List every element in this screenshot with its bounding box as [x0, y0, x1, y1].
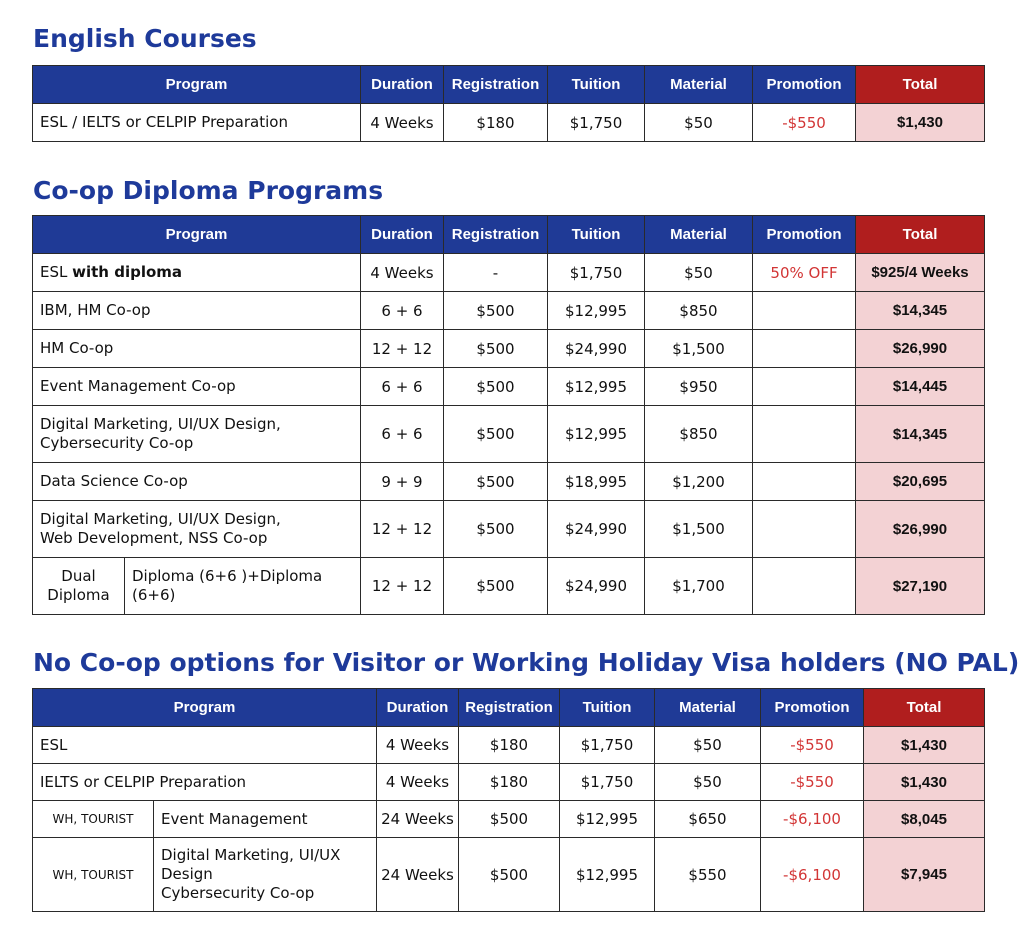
cell-promotion: -$6,100: [761, 801, 864, 838]
cell-program: [33, 501, 361, 558]
cell-dual-diploma-tag: [33, 558, 125, 615]
cell-promotion: -$550: [761, 727, 864, 764]
cell-tuition: $1,750: [548, 104, 645, 142]
cell-registration: $500: [444, 501, 548, 558]
cell-tuition: $1,750: [560, 727, 655, 764]
cell-tuition: $12,995: [560, 838, 655, 912]
cell-promotion: [753, 292, 856, 330]
dual-tag-line-1: Dual: [61, 566, 96, 585]
cell-promotion: 50% OFF: [753, 254, 856, 292]
cell-duration: 12 + 12: [361, 501, 444, 558]
program-text: ESL: [40, 263, 68, 282]
cell-promotion: [753, 330, 856, 368]
section-title-english-courses: English Courses: [33, 24, 257, 53]
cell-duration: 4 Weeks: [361, 254, 444, 292]
cell-promotion: -$550: [761, 764, 864, 801]
cell-program: ESL / IELTS or CELPIP Preparation: [33, 104, 361, 142]
cell-registration: $500: [444, 558, 548, 615]
cell-total: $7,945: [864, 838, 985, 912]
program-line-2: (6+6): [132, 586, 176, 604]
program-line-2: Design: [161, 865, 213, 884]
cell-material: $1,200: [645, 463, 753, 501]
cell-total: $1,430: [864, 764, 985, 801]
header-registration: Registration: [444, 216, 548, 254]
cell-promotion: [753, 558, 856, 615]
program-line-1: Digital Marketing, UI/UX: [161, 846, 341, 865]
header-tuition: Tuition: [548, 66, 645, 104]
cell-material: $1,700: [645, 558, 753, 615]
cell-promotion: [753, 406, 856, 463]
header-total: Total: [856, 216, 985, 254]
cell-registration: $500: [444, 368, 548, 406]
cell-material: $1,500: [645, 501, 753, 558]
cell-total: $20,695: [856, 463, 985, 501]
cell-duration: 12 + 12: [361, 330, 444, 368]
cell-tuition: $12,995: [548, 292, 645, 330]
cell-registration: $500: [444, 406, 548, 463]
cell-material: $850: [645, 292, 753, 330]
cell-tuition: $24,990: [548, 501, 645, 558]
table-header-row: [33, 689, 985, 727]
cell-program: ESL: [33, 727, 377, 764]
cell-registration: $500: [444, 292, 548, 330]
cell-program: [33, 254, 361, 292]
cell-tuition: $12,995: [548, 406, 645, 463]
cell-material: $50: [645, 104, 753, 142]
english-courses-table: [32, 65, 985, 142]
table-header-row: [33, 216, 985, 254]
cell-total: $14,445: [856, 368, 985, 406]
cell-program: Event Management Co-op: [33, 368, 361, 406]
cell-tuition: $24,990: [548, 330, 645, 368]
cell-registration: $180: [459, 727, 560, 764]
table-row: [33, 727, 985, 764]
table-row: [33, 292, 985, 330]
header-material: Material: [645, 66, 753, 104]
header-program: Program: [33, 689, 377, 727]
header-program: Program: [33, 66, 361, 104]
cell-registration: $500: [444, 330, 548, 368]
cell-promotion: -$550: [753, 104, 856, 142]
cell-promotion: [753, 463, 856, 501]
cell-material: $550: [655, 838, 761, 912]
cell-visa-tag: WH, TOURIST: [33, 801, 154, 838]
cell-tuition: $12,995: [548, 368, 645, 406]
cell-tuition: $1,750: [560, 764, 655, 801]
cell-registration: $500: [444, 463, 548, 501]
cell-program: [33, 406, 361, 463]
cell-duration: 6 + 6: [361, 406, 444, 463]
cell-duration: 12 + 12: [361, 558, 444, 615]
cell-total: $1,430: [856, 104, 985, 142]
coop-diploma-table: [32, 215, 985, 615]
table-row: [33, 254, 985, 292]
program-line-2: Cybersecurity Co-op: [40, 434, 194, 452]
cell-registration: $180: [459, 764, 560, 801]
table-row: [33, 104, 985, 142]
cell-material: $1,500: [645, 330, 753, 368]
cell-program: [154, 838, 377, 912]
cell-total: $26,990: [856, 330, 985, 368]
header-promotion: Promotion: [753, 216, 856, 254]
program-line-2: Web Development, NSS Co-op: [40, 529, 268, 547]
cell-duration: 4 Weeks: [361, 104, 444, 142]
cell-material: $950: [645, 368, 753, 406]
header-program: Program: [33, 216, 361, 254]
cell-total: $27,190: [856, 558, 985, 615]
cell-duration: 9 + 9: [361, 463, 444, 501]
cell-total: $1,430: [864, 727, 985, 764]
cell-material: $850: [645, 406, 753, 463]
table-row: [33, 801, 985, 838]
cell-total: $925/4 Weeks: [856, 254, 985, 292]
cell-program: IELTS or CELPIP Preparation: [33, 764, 377, 801]
header-material: Material: [655, 689, 761, 727]
table-row: [33, 463, 985, 501]
header-total: Total: [856, 66, 985, 104]
cell-tuition: $1,750: [548, 254, 645, 292]
cell-duration: 4 Weeks: [377, 727, 459, 764]
header-tuition: Tuition: [548, 216, 645, 254]
cell-program: Event Management: [154, 801, 377, 838]
header-total: Total: [864, 689, 985, 727]
cell-program: [125, 558, 361, 615]
cell-program: IBM, HM Co-op: [33, 292, 361, 330]
program-line-1: Digital Marketing, UI/UX Design,: [40, 510, 281, 529]
cell-duration: 6 + 6: [361, 292, 444, 330]
cell-material: $50: [645, 254, 753, 292]
program-bold-text: with diploma: [72, 263, 183, 282]
cell-total: $14,345: [856, 292, 985, 330]
cell-duration: 24 Weeks: [377, 801, 459, 838]
table-row: [33, 764, 985, 801]
cell-registration: $180: [444, 104, 548, 142]
cell-material: $50: [655, 727, 761, 764]
header-duration: Duration: [377, 689, 459, 727]
cell-duration: 4 Weeks: [377, 764, 459, 801]
table-row: [33, 406, 985, 463]
header-duration: Duration: [361, 216, 444, 254]
table-row: [33, 368, 985, 406]
cell-program: Data Science Co-op: [33, 463, 361, 501]
cell-tuition: $12,995: [560, 801, 655, 838]
cell-visa-tag: WH, TOURIST: [33, 838, 154, 912]
table-row: [33, 838, 985, 912]
cell-total: $26,990: [856, 501, 985, 558]
cell-registration: $500: [459, 838, 560, 912]
header-duration: Duration: [361, 66, 444, 104]
table-header-row: [33, 66, 985, 104]
cell-registration: $500: [459, 801, 560, 838]
cell-duration: 24 Weeks: [377, 838, 459, 912]
header-promotion: Promotion: [761, 689, 864, 727]
cell-tuition: $18,995: [548, 463, 645, 501]
table-row: [33, 501, 985, 558]
header-promotion: Promotion: [753, 66, 856, 104]
header-tuition: Tuition: [560, 689, 655, 727]
cell-promotion: [753, 501, 856, 558]
no-coop-table: [32, 688, 985, 912]
program-line-3: Cybersecurity Co-op: [161, 883, 315, 902]
cell-duration: 6 + 6: [361, 368, 444, 406]
program-line-1: Digital Marketing, UI/UX Design,: [40, 415, 281, 434]
cell-total: $14,345: [856, 406, 985, 463]
cell-registration: -: [444, 254, 548, 292]
table-row: [33, 558, 985, 615]
cell-material: $50: [655, 764, 761, 801]
cell-total: $8,045: [864, 801, 985, 838]
section-title-coop-diploma: Co-op Diploma Programs: [33, 176, 384, 205]
header-registration: Registration: [459, 689, 560, 727]
program-line-1: Diploma (6+6 )+Diploma: [132, 567, 323, 586]
cell-material: $650: [655, 801, 761, 838]
header-registration: Registration: [444, 66, 548, 104]
cell-promotion: -$6,100: [761, 838, 864, 912]
header-material: Material: [645, 216, 753, 254]
table-row: [33, 330, 985, 368]
cell-promotion: [753, 368, 856, 406]
section-title-no-coop: No Co-op options for Visitor or Working Holiday Visa holders (NO PAL): [33, 648, 1020, 677]
dual-tag-line-2: Diploma: [47, 586, 110, 604]
cell-program: HM Co-op: [33, 330, 361, 368]
cell-tuition: $24,990: [548, 558, 645, 615]
